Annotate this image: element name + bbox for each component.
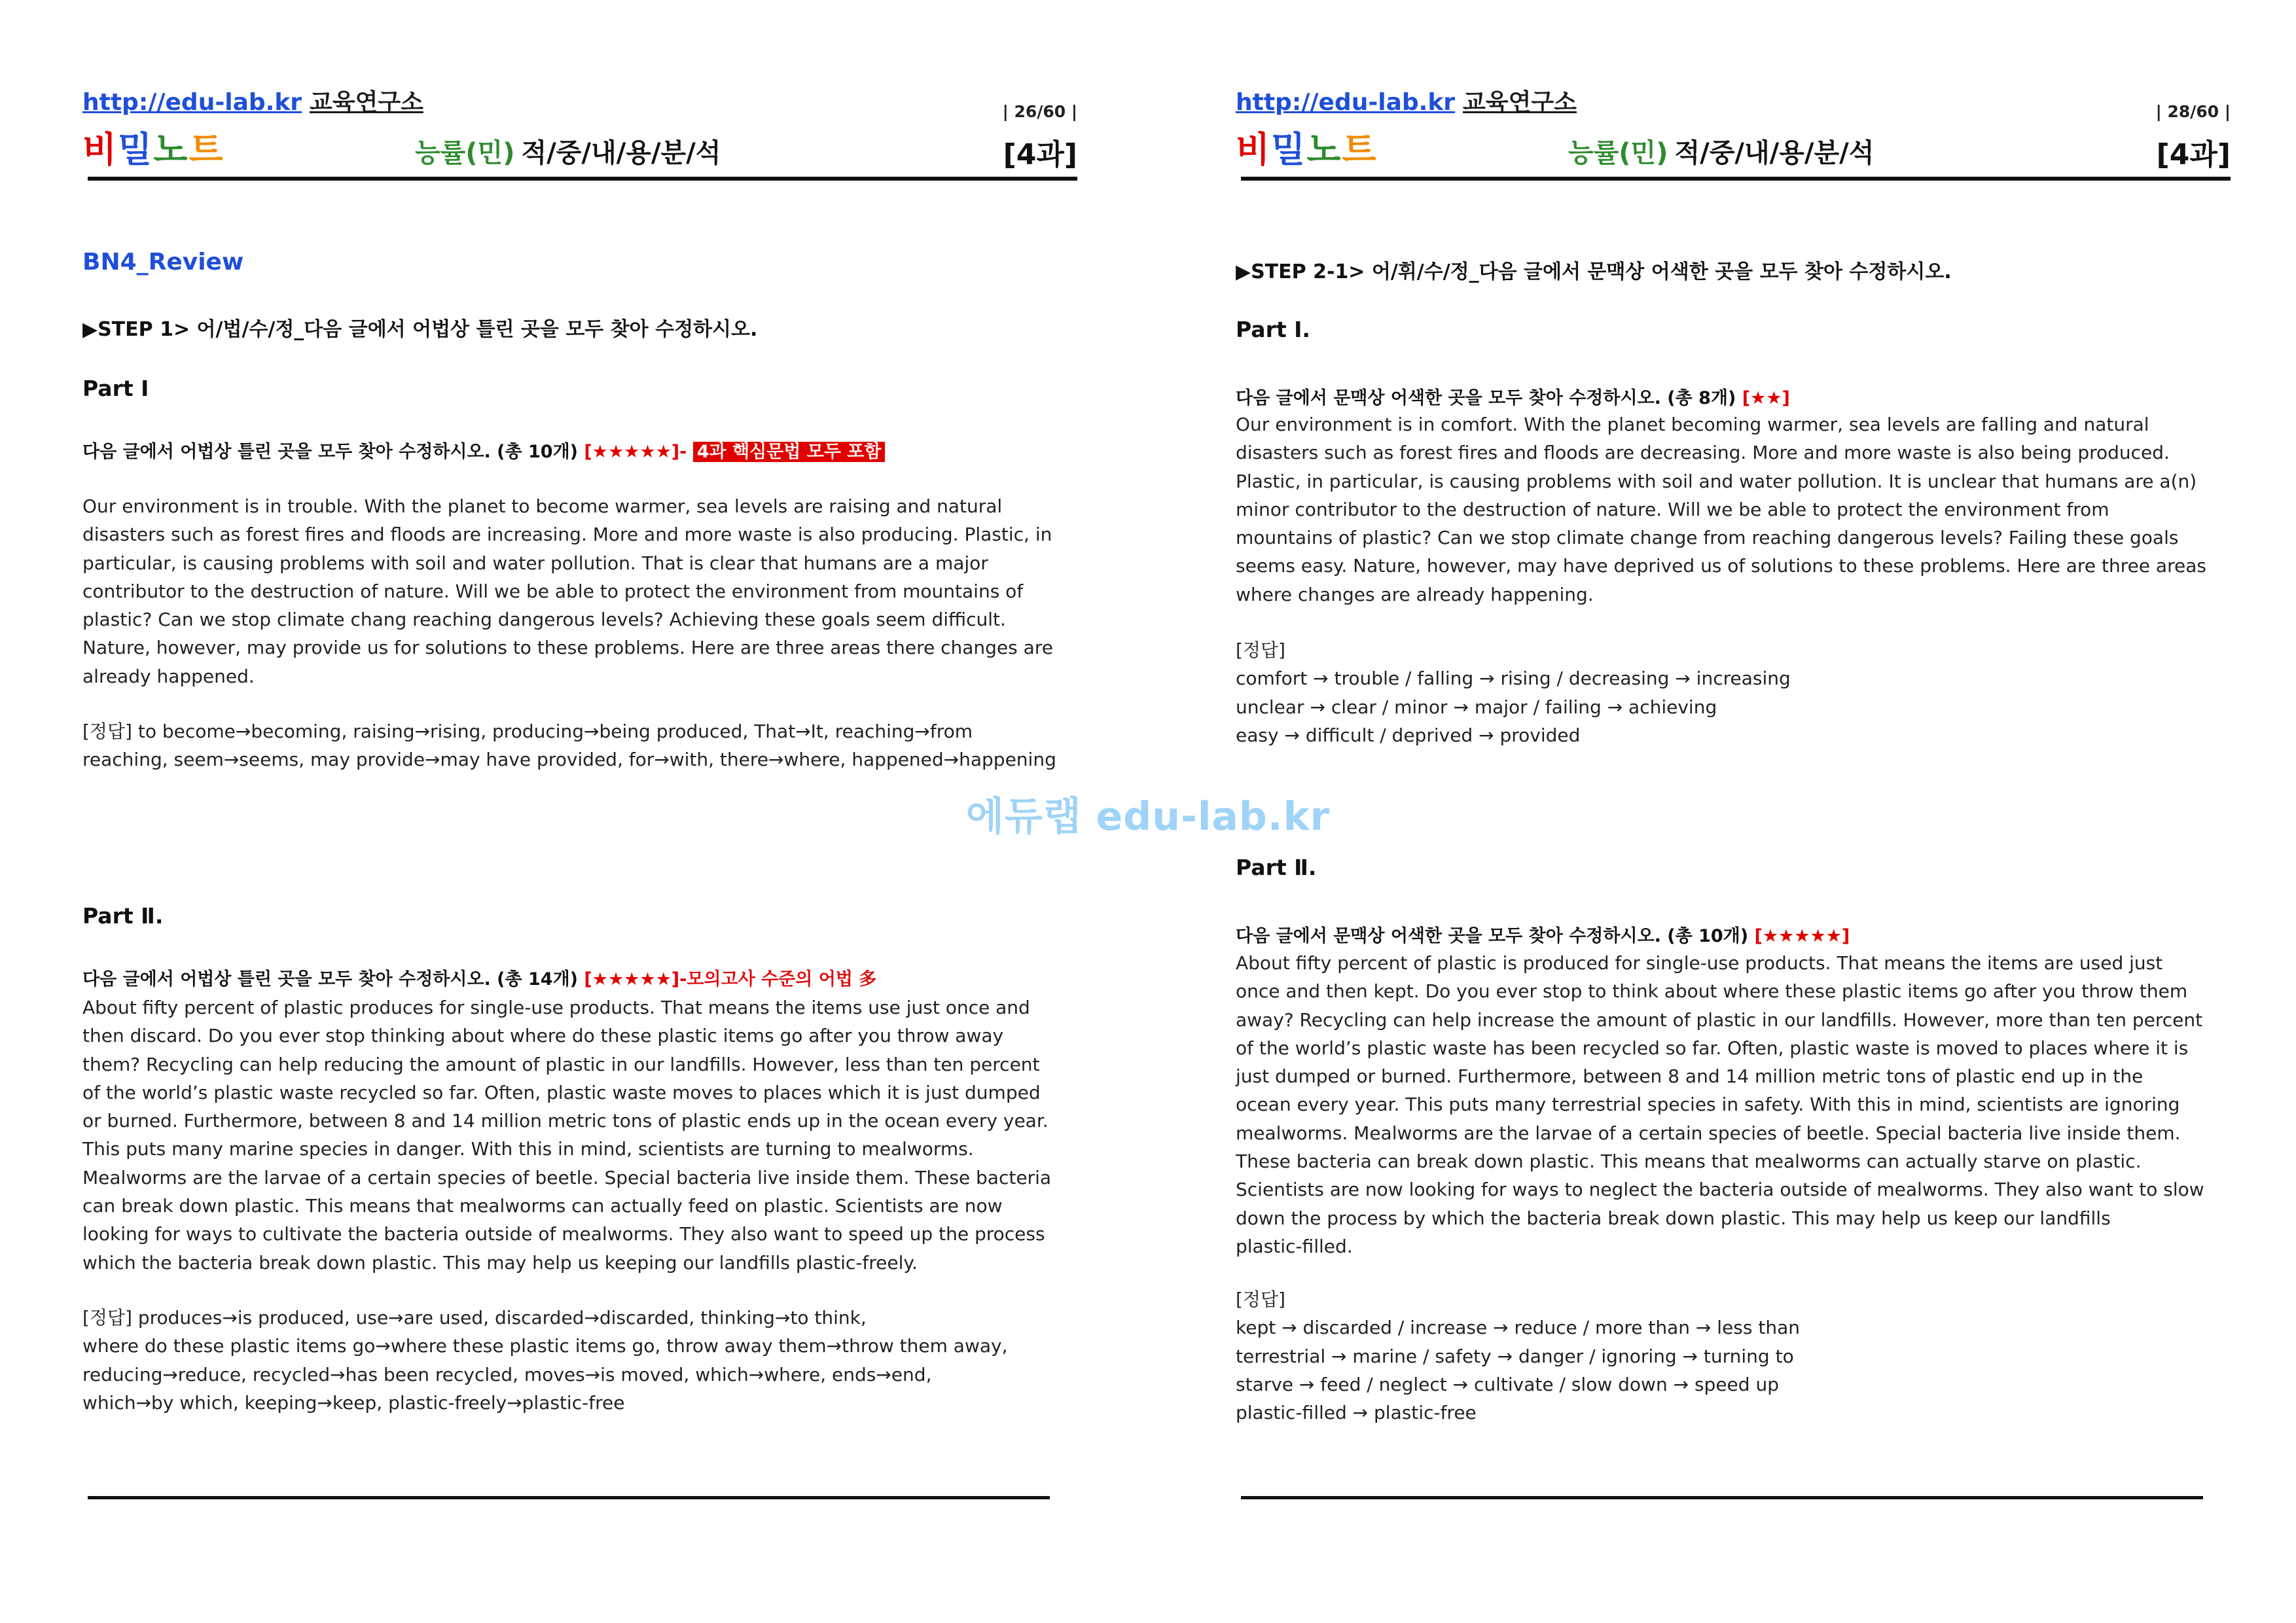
passage-line: About fifty percent of plastic is produced for single-use products. That means the items are used just [1236, 952, 2163, 974]
passage-line: Plastic, in particular, is causing problems with soil and water pollution. It is unclear that humans are a(n) [1236, 470, 2197, 492]
answer-line: terrestrial → marine / safety → danger / ignoring → turning to [1236, 1345, 1794, 1367]
part-title: Part Ⅱ. [1236, 855, 1317, 880]
answer-line: plastic-filled → plastic-free [1236, 1402, 1477, 1424]
lesson-label: [4과] [1003, 138, 1077, 171]
instruction-text: 다음 글에서 문맥상 어색한 곳을 모두 찾아 수정하시오. (총 10개) [1236, 926, 1749, 946]
brand-logo [1236, 122, 1378, 172]
passage-line: down the process by which the bacteria break down plastic. This may help us keep our landfills [1236, 1207, 2111, 1229]
passage-line: or burned. Furthermore, between 8 and 14 million metric tons of plastic ends up in the ocean every year. [82, 1110, 1049, 1132]
answer-label: [정답] [1236, 639, 1285, 661]
passage-line: mountains of plastic? Can we stop climate change from reaching dangerous levels? Failing these goals [1236, 527, 2179, 549]
textbook-tag: 능률(민) [1568, 138, 1668, 168]
brand-char: 밀 [118, 129, 154, 170]
passage-line: looking for ways to cultivate the bacteria outside of mealworms. They also want to speed up the process [82, 1223, 1045, 1245]
difficulty-stars: [★★★★★] [584, 969, 680, 990]
answer-line: unclear → clear / minor → major / failing → achieving [1236, 696, 1717, 718]
watermark: 에듀랩 edu-lab.kr [965, 794, 1331, 840]
answer-line: which→by which, keeping→keep, plastic-freely→plastic-free [82, 1391, 625, 1414]
page-number: | 26/60 | [1002, 102, 1077, 121]
institute-name: 교육연구소 [310, 89, 423, 116]
instruction [82, 965, 876, 990]
difficulty-note: -모의고사 수준의 어법 多 [679, 969, 877, 990]
passage-line: About fifty percent of plastic produces for single-use products. That means the items use just once and [82, 997, 1030, 1018]
instruction [1236, 383, 1790, 409]
passage-line: Our environment is in comfort. With the planet becoming warmer, sea levels are falling and natural [1236, 414, 2149, 435]
passage-line: ocean every year. This puts many terrestrial species in safety. With this in mind, scientists are ignoring [1236, 1094, 2180, 1116]
brand-char: 트 [1342, 129, 1378, 170]
brand-char: 밀 [1271, 129, 1307, 170]
answer-line: easy → difficult / deprived → provided [1236, 724, 1581, 746]
passage-line: away? Recycling can help increase the amount of plastic in our landfills. However, more than ten percent [1236, 1008, 2203, 1031]
passage-line: plastic? Can we stop climate chang reaching dangerous levels? Achieving these goals seem difficult. [82, 609, 1006, 631]
passage-line: These bacteria can break down plastic. This means that mealworms can actually starve on plastic. [1236, 1150, 2142, 1173]
answer-line: [정답] produces→is produced, use→are used, discarded→discarded, thinking→to think, [82, 1307, 867, 1329]
instruction-text: 다음 글에서 어법상 틀린 곳을 모두 찾아 수정하시오. (총 14개) [82, 969, 578, 990]
passage-line: minor contributor to the destruction of nature. Will we be able to protect the environment from [1236, 498, 2109, 520]
answer-line: reaching, seem→seems, may provide→may have provided, for→with, there→where, happened→happening [82, 749, 1056, 771]
passage-line: contributor to the destruction of nature. Will we be able to protect the environment from mountains of [82, 580, 1024, 602]
brand-char: 노 [153, 129, 189, 170]
passage-line: plastic-filled. [1236, 1235, 1353, 1257]
header-url-line [1236, 84, 1577, 117]
page-number: | 28/60 | [2155, 102, 2231, 121]
passage-line: particular, is causing problems with soil and water pollution. That is clear that humans are a major [82, 552, 988, 574]
answer-line: reducing→reduce, recycled→has been recycled, moves→is moved, which→where, ends→end, [82, 1363, 932, 1385]
answer-line: comfort → trouble / falling → rising / decreasing → increasing [1236, 668, 1791, 690]
passage [1236, 410, 2231, 609]
difficulty-stars: [★★★★★] [1754, 926, 1850, 946]
passage-line: already happened. [82, 665, 255, 687]
header-divider [88, 177, 1077, 181]
passage-line: once and then kept. Do you ever stop to think about where these plastic items go after you throw them [1236, 980, 2188, 1003]
part-title: Part Ⅰ. [1236, 317, 1310, 342]
answer-key [82, 1304, 1008, 1417]
subtitle-main: 적/중/내/용/분/석 [521, 138, 721, 168]
lesson-label: [4과] [2156, 138, 2231, 171]
passage-line: disasters such as forest fires and floods are decreasing. More and more waste is also being produced. [1236, 442, 2170, 464]
answer-line: starve → feed / neglect → cultivate / slow down → speed up [1236, 1373, 1779, 1395]
brand-char: 트 [188, 129, 224, 170]
passage-line: mealworms. Mealworms are the larvae of a certain species of beetle. Special bacteria live inside them. [1236, 1122, 2181, 1144]
step-heading: ▶STEP 1> 어/법/수/정_다음 글에서 어법상 틀린 곳을 모두 찾아 수정하시오. [82, 318, 758, 341]
site-link[interactable]: http://edu-lab.kr [1236, 89, 1456, 116]
brand-logo [82, 122, 224, 172]
passage-line: then discard. Do you ever stop thinking about where do these plastic items go after you throw away [82, 1025, 1004, 1047]
passage-line: disasters such as forest fires and floods are increasing. More and more waste is also producing. Plastic, in [82, 524, 1052, 546]
passage-line: Our environment is in trouble. With the planet to become warmer, sea levels are raising and natural [82, 495, 1003, 517]
instruction-text: 다음 글에서 어법상 틀린 곳을 모두 찾아 수정하시오. (총 10개) [82, 442, 578, 462]
passage-line: Nature, however, may provide us for solutions to these problems. Here are three areas there changes are [82, 637, 1053, 659]
passage [82, 492, 1077, 690]
passage-line: of the world’s plastic waste has been recycled so far. Often, plastic waste is moved to places where it is [1236, 1037, 2189, 1059]
passage-line: just dumped or burned. Furthermore, between 8 and 14 million metric tons of plastic end up in the [1236, 1065, 2144, 1088]
passage-line: seems easy. Nature, however, may have deprived us of solutions to these problems. Here are three areas [1236, 555, 2206, 577]
passage-line: This puts many marine species in danger. With this in mind, scientists are turning to mealworms. [82, 1138, 974, 1160]
passage-line: Mealworms are the larvae of a certain species of beetle. Special bacteria live inside them. These bacteria [82, 1166, 1052, 1188]
textbook-tag: 능률(민) [415, 138, 515, 168]
header-subtitle [415, 132, 721, 169]
instruction [1236, 921, 1850, 947]
instruction [82, 437, 885, 463]
footer-divider [1241, 1496, 2203, 1499]
institute-name: 교육연구소 [1463, 89, 1577, 116]
answer-key [1236, 636, 1791, 749]
answer-line: kept → discarded / increase → reduce / more than → less than [1236, 1317, 1800, 1339]
subtitle-main: 적/중/내/용/분/석 [1674, 138, 1874, 168]
passage-line: which the bacteria break down plastic. This may help us keeping our landfills plastic-freely. [82, 1251, 918, 1274]
answer-line: where do these plastic items go→where these plastic items go, throw away them→throw them away, [82, 1335, 1008, 1357]
brand-char: 비 [82, 129, 118, 170]
passage-line: them? Recycling can help reducing the amount of plastic in our landfills. However, less than ten percent [82, 1053, 1040, 1075]
answer-key [82, 717, 1056, 774]
brand-char: 노 [1306, 129, 1342, 170]
difficulty-stars: [★★] [1742, 388, 1790, 408]
header-url-line [82, 84, 423, 117]
passage-line: of the world’s plastic waste recycled so far. Often, plastic waste moves to places which it is just dumped [82, 1081, 1041, 1103]
header-divider [1241, 177, 2231, 181]
review-title: BN4_Review [82, 249, 244, 276]
highlight-note: 4과 핵심문법 모두 포함 [693, 442, 886, 462]
step-heading: ▶STEP 2-1> 어/휘/수/정_다음 글에서 문맥상 어색한 곳을 모두 찾아 수정하시오. [1236, 260, 1952, 283]
site-link[interactable]: http://edu-lab.kr [82, 89, 302, 116]
answer-key [1236, 1285, 1800, 1427]
part-title: Part Ⅰ [82, 376, 149, 401]
instruction-text: 다음 글에서 문맥상 어색한 곳을 모두 찾아 수정하시오. (총 8개) [1236, 388, 1736, 408]
header-subtitle [1568, 132, 1874, 169]
passage-line: Scientists are now looking for ways to neglect the bacteria outside of mealworms. They also want to slow [1236, 1179, 2204, 1201]
difficulty-stars: [★★★★★]- [584, 442, 687, 462]
passage [1236, 949, 2231, 1260]
passage-line: where changes are already happening. [1236, 583, 1594, 605]
footer-divider [88, 1496, 1050, 1499]
passage [82, 993, 1077, 1277]
answer-label: [정답] [1236, 1289, 1285, 1310]
passage-line: can break down plastic. This means that mealworms can actually feed on plastic. Scientists are now [82, 1195, 1003, 1217]
brand-char: 비 [1236, 129, 1272, 170]
answer-line: [정답] to become→becoming, raising→rising, producing→being produced, That→It, reaching→from [82, 721, 973, 742]
part-title: Part Ⅱ. [82, 903, 164, 929]
